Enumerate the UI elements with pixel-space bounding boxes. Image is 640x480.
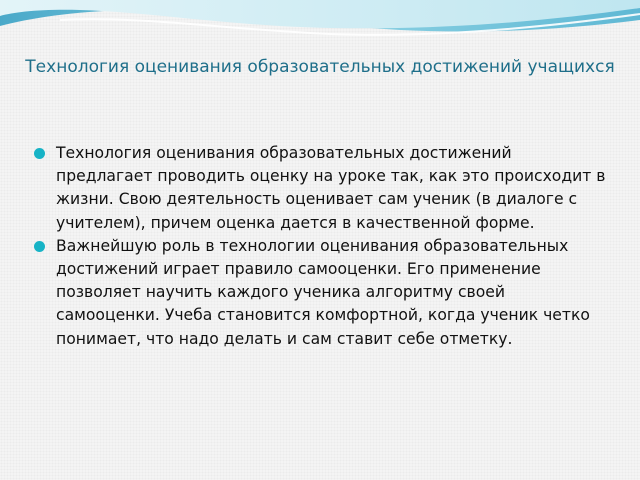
bullet-dot-icon [34, 241, 45, 252]
bullet-list [34, 142, 606, 351]
decorative-wave-banner [0, 0, 640, 56]
slide-title: Технология оценивания образовательных достижений учащихся [25, 57, 615, 77]
bullet-text: Технология оценивания образовательных достижений предлагает проводить оценку на уроке так, как это происходит в жизни. Свою деятельность оценивает сам ученик (в диалоге с учителем), причем оценка дается в качественной форме. [56, 144, 606, 232]
bullet-dot-icon [34, 148, 45, 159]
list-item [34, 235, 606, 351]
bullet-text: Важнейшую роль в технологии оценивания образовательных достижений играет правило самооценки. Его применение позволяет научить каждого ученика алгоритму своей самооценки. Учеба становится комфортной, когда ученик четко понимает, что надо делать и сам ставит себе отметку. [56, 236, 590, 348]
list-item [34, 142, 606, 235]
